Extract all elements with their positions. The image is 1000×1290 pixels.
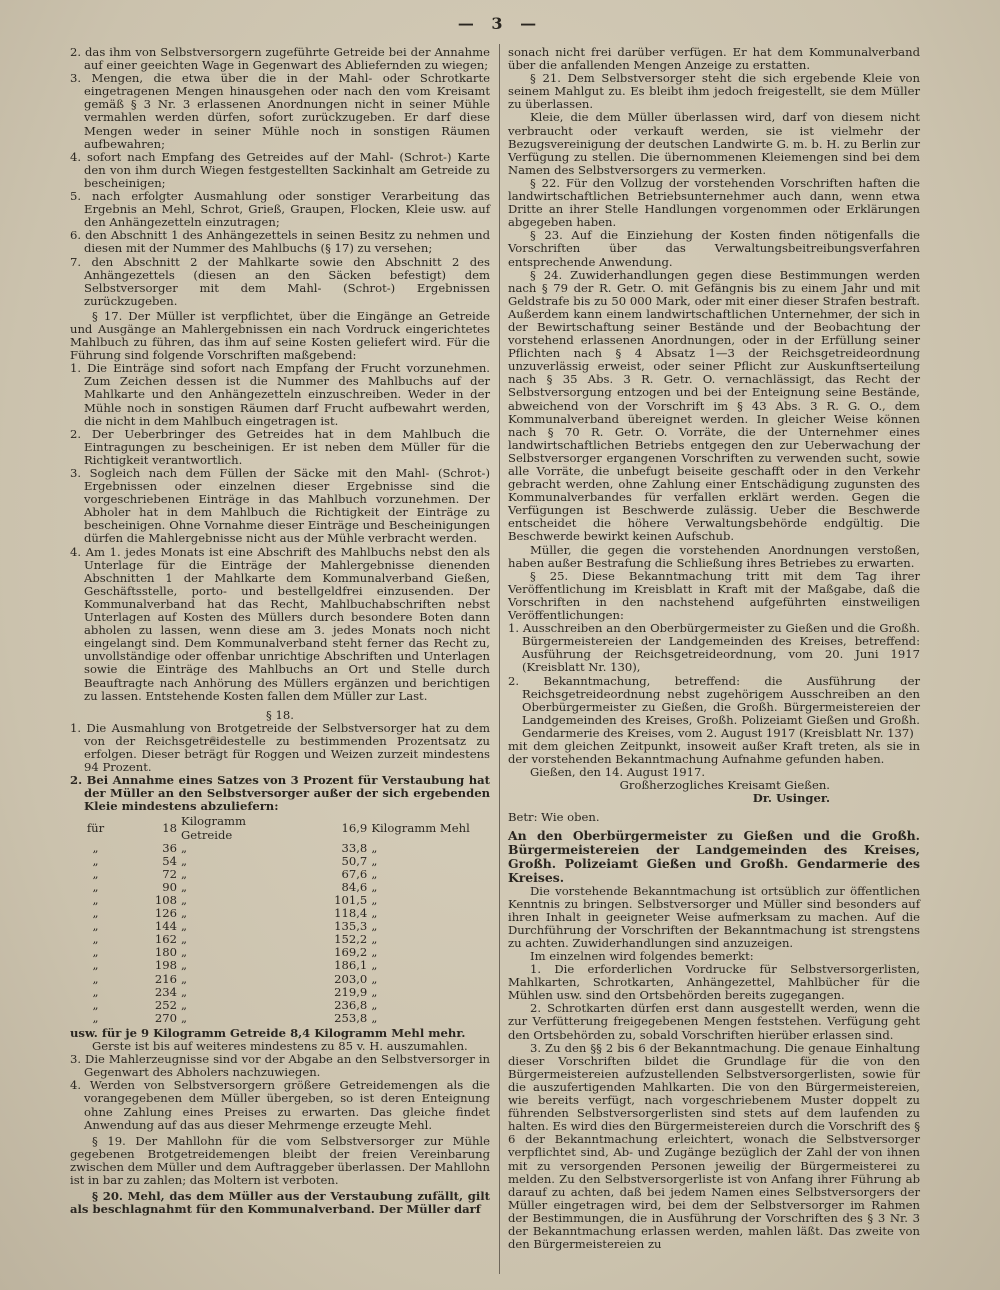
flour-kg: 101,5: [334, 893, 368, 907]
after-table-note: usw. für je 9 Kilogramm Getreide 8,4 Kilogramm Mehl mehr.: [70, 1025, 466, 1040]
table-row: [70, 894, 490, 907]
flour-kg: 253,8: [334, 1010, 368, 1025]
grain-kg: 270: [154, 1010, 178, 1025]
flour-kg: 84,6: [341, 879, 368, 894]
unit-grain: Kilogramm Getreide: [181, 814, 246, 842]
grain-kg: 144: [154, 919, 178, 934]
instruction-paragraph: 3. Zu den §§ 2 bis 6 der Bekanntmachung. Die genaue Einhaltung dieser Vorschriften bildet die Grundlage für die von den Bürgermeistereien aufzustellenden Selbstversorgerlisten, sowie für die auszufertigenden Mahlkarten. Die von den Bürgermeistereien, wie bereits verfügt, nach vorgeschriebenem Muster doppelt zu führenden Selbstversorgerlisten sind stets auf dem laufenden zu halten. Es wird dies den Bürgermeistereien durch die Vorschrift des § 6 der Bekanntmachung erleichtert, wonach die Selbstversorger verpflichtet sind, Ab- und Zugänge bezüglich der Zahl der von ihnen mit zu versorgenden Personen jeweilig der Bürgermeisterei zu melden. Zu den Selbstversorgerliste ist von Anfang ihrer Führung ab darauf zu achten, daß bei jedem Namen eines Selbstversorgers der Müller eingetragen wird, bei dem der Selbstversorger im Rahmen der Bestimmungen, die in Ausführung der Vorschriften des § 3 Nr. 3 der Bekanntmachung erlassen werden, mahlen läßt. Das zweite von den Bürgermeistereien zu: [508, 1040, 920, 1252]
unit-flour: „: [371, 984, 378, 999]
flour-kg: 67,6: [341, 866, 368, 881]
section-24: § 24. Zuwiderhandlungen gegen diese Bestimmungen werden nach § 79 der R. Getr. O. mit Gefängnis bis zu einem Jahr und mit Geldstrafe bis zu 50 000 Mark, oder mit einer dieser Strafen bestraft. Außerdem kann einem landwirtschaftlichen Unternehmer, der sich in der Bewirtschaftung seiner Bestände und der Beobachtung der vorstehend erlassenen Anordnungen, oder in der Erfüllung seiner Pflichten nach § 4 Absatz 1—3 der Reichsgetreideordnung unzuverlässig erweist, oder seiner Pflicht zur Auskunftserteilung nach § 35 Abs. 3 R. Getr. O. vernachlässigt, das Recht der Selbstversorgung entzogen und bei der Enteignung seine Bestände, abweichend von der Vorschrift im § 43 Abs. 3 R. G. O., dem Kommunalverband übereignet werden. In gleicher Weise können nach § 70 R. Getr. O. Vorräte, die der Unternehmer eines landwirtschaftlichen Betriebs entgegen den zur Ueberwachung der Selbstversorger ergangenen Vorschriften zu verwenden sucht, sowie alle Vorräte, die unbefugt beiseite geschafft oder in den Verkehr gebracht werden, ohne Zahlung einer Entschädigung zugunsten des Kommunalverbandes für verfallen erklärt werden. Gegen die Verfügungen ist Beschwerde zulässig. Ueber die Beschwerde entscheidet die höhere Verwaltungsbehörde endgültig. Die Beschwerde bewirkt keinen Aufschub.: [508, 267, 920, 544]
table-row: [70, 907, 490, 920]
flour-kg: 16,9: [341, 820, 368, 835]
unit-flour: „: [371, 879, 378, 894]
unit-grain: „: [181, 997, 188, 1012]
table-row: [70, 986, 490, 999]
list-item: 4. Am 1. jedes Monats ist eine Abschrift des Mahlbuchs nebst den als Unterlage für die Einträge der Mahlergebnisse dienenden Abschnitten 1 der Mahlkarte dem Kommunalverband Gießen, Geschäftsstelle, porto- und bestellgeldfrei einzusenden. Der Kommunalverband hat das Recht, Mahlbuchabschriften nebst Unterlagen auf Kosten des Müllers durch besondere Boten dann abholen zu lassen, wenn diese am 3. jedes Monats noch nicht eingelangt sind. Dem Kommunalverband steht ferner das Recht zu, unvollständige oder offenbar unrichtige Abschriften und Unterlagen sowie die Einträge des Mahlbuchs an Ort und Stelle durch Beauftragte nach Anhörung des Müllers ergänzen und berichtigen zu lassen. Entstehende Kosten fallen dem Müller zur Last.: [70, 544, 490, 703]
flour-kg: 152,2: [334, 932, 368, 947]
unit-flour: „: [371, 893, 378, 907]
grain-kg: 180: [154, 945, 178, 960]
list-item: 3. Die Mahlerzeugnisse sind vor der Abgabe an den Selbstversorger in Gegenwart des Abholers nachzuwiegen.: [70, 1052, 490, 1080]
section-24-b: Müller, die gegen die vorstehenden Anordnungen verstoßen, haben außer Bestrafung die Schließung ihres Betriebes zu erwarten.: [508, 542, 920, 570]
table-row: [70, 815, 490, 841]
flour-kg: 203,0: [334, 971, 368, 986]
flour-kg: 169,2: [334, 945, 368, 960]
list-item: 2. das ihm von Selbstversorgern zugeführte Getreide bei der Annahme auf einer geeichten Wage in Gegenwart des Abliefernden zu wiegen;: [70, 45, 490, 73]
unit-flour: „: [371, 840, 378, 855]
unit-flour: „: [371, 1010, 378, 1025]
table-row: [70, 855, 490, 868]
unit-grain: „: [181, 906, 188, 921]
table-prefix: „: [92, 997, 99, 1012]
list-item: 4. Werden von Selbstversorgern größere Getreidemengen als die vorangegebenen dem Müller übergeben, so ist deren Enteignung ohne Zahlung eines Preises zu erwarten. Das gleiche findet Anwendung auf das aus dieser Mehrmenge erzeugte Mehl.: [70, 1078, 490, 1132]
table-row: [70, 959, 490, 972]
flour-kg: 236,8: [334, 997, 368, 1012]
table-row: [70, 868, 490, 881]
list-item: 5. nach erfolgter Ausmahlung oder sonstiger Verarbeitung das Ergebnis an Mehl, Schrot, Grieß, Graupen, Flocken, Kleie usw. auf den Anhängezetteln einzutragen;: [70, 189, 490, 230]
gerste-note: Gerste ist bis auf weiteres mindestens zu 85 v. H. auszumahlen.: [92, 1039, 468, 1054]
list-item: 1. Die Ausmahlung von Brotgetreide der Selbstversorger hat zu dem von der Reichsgetreidestelle zu bestimmenden Prozentsatz zu erfolgen. Dieser beträgt für Roggen und Weizen zurzeit mindestens 94 Prozent.: [70, 720, 490, 775]
page-number: — 3 —: [457, 14, 543, 33]
grain-kg: 198: [154, 958, 178, 973]
unit-grain: „: [181, 893, 188, 907]
list-item: 1. Ausschreiben an den Oberbürgermeister zu Gießen und die Großh. Bürgermeistereien der Landgemeinden des Kreises, betreffend: Ausführung der Reichsgetreideordnung, vom 20. Juni 1917 (Kreisblatt Nr. 130),: [508, 621, 920, 675]
unit-grain: „: [181, 984, 188, 999]
table-prefix: „: [92, 958, 99, 973]
table-row: [70, 999, 490, 1012]
unit-grain: „: [181, 840, 188, 855]
table-row: [70, 842, 490, 855]
list-item: 6. den Abschnitt 1 des Anhängezettels in seinen Besitz zu nehmen und diesen mit der Nummer des Mahlbuchs (§ 17) zu versehen;: [70, 228, 490, 256]
grain-kg: 36: [162, 840, 178, 855]
section-23: § 23. Auf die Einziehung der Kosten finden nötigenfalls die Vorschriften über das Verwaltungsbeitreibungsverfahren entsprechende Anwendung.: [508, 228, 920, 269]
table-prefix: „: [92, 893, 99, 907]
unit-grain: „: [181, 958, 188, 973]
table-row: [70, 973, 490, 986]
grain-kg: 54: [162, 853, 178, 868]
list-item: 3. Sogleich nach dem Füllen der Säcke mit den Mahl- (Schrot-) Ergebnissen oder einzelnen dieser Ergebnisse sind die vorgeschriebenen Einträge in das Mahlbuch vorzunehmen. Der Abholer hat in dem Mahlbuch die Richtigkeit der Einträge zu bescheinigen. Ohne Vornahme dieser Einträge und Bescheinigungen dürfen die Mahlergebnisse nicht aus der Mühle verbracht werden.: [70, 466, 490, 546]
table-prefix: „: [92, 945, 99, 960]
unit-grain: „: [181, 866, 188, 881]
table-prefix: „: [92, 866, 99, 881]
table-row: [70, 946, 490, 959]
column-divider: [499, 44, 500, 1274]
instruction-paragraph: Im einzelnen wird folgendes bemerkt:: [530, 949, 754, 963]
instruction-paragraph: 2. Schrotkarten dürfen erst dann ausgestellt werden, wenn die zur Verfütterung freigegebenen Mengen feststehen. Verfügung geht den Ortsbehörden zu, sobald Vorschriften hierüber erlassen sind.: [508, 1001, 920, 1042]
dateline: Gießen, den 14. August 1917.: [530, 765, 706, 780]
flour-kg: 219,9: [334, 984, 368, 999]
table-prefix: „: [92, 879, 99, 894]
list-item: 3. Mengen, die etwa über die in der Mahl- oder Schrotkarte eingetragenen Mengen hinausgehen oder nach den vom Kreisamt gemäß § 3 Nr. 3 erlassenen Anordnungen nicht in seiner Mühle vermahlen werden dürfen, sofort zurückzugeben. Er darf diese Mengen weder in seiner Mühle noch in sonstigen Räumen aufbewahren;: [70, 71, 490, 151]
table-row: [70, 1012, 490, 1025]
table-prefix: „: [92, 1010, 99, 1025]
section-17: § 17. Der Müller ist verpflichtet, über die Eingänge an Getreide und Ausgänge an Mahlergebnissen ein nach Vordruck eingerichtetes Mahlbuch zu führen, das ihm auf seine Kosten geliefert wird. Für die Führung sind folgende Vorschriften maßgebend:: [70, 308, 490, 363]
unit-flour: „: [371, 919, 378, 934]
continuation: sonach nicht frei darüber verfügen. Er hat dem Kommunalverband über die anfallenden Mengen Anzeige zu erstatten.: [508, 45, 920, 73]
flour-kg: 50,7: [341, 853, 368, 868]
unit-flour: „: [371, 866, 378, 881]
unit-grain: „: [181, 932, 188, 947]
signer: Dr. Usinger.: [752, 791, 830, 806]
section-25-b: mit dem gleichen Zeitpunkt, insoweit außer Kraft treten, als sie in der vorstehenden Bekanntmachung Aufnahme gefunden haben.: [508, 738, 920, 767]
right-column: [508, 46, 920, 1251]
unit-flour: „: [371, 958, 378, 973]
unit-flour: Kilogramm Mehl: [371, 820, 470, 835]
table-prefix: „: [92, 906, 99, 921]
grain-kg: 72: [162, 866, 178, 881]
section-18-title: § 18.: [266, 707, 294, 722]
unit-grain: „: [181, 919, 188, 934]
table-row: [70, 933, 490, 946]
table-prefix: „: [92, 853, 99, 868]
section-21-b: Kleie, die dem Müller überlassen wird, darf von diesem nicht verbraucht oder verkauft werden, sie ist vielmehr der Bezugsvereinigung der deutschen Landwirte G. m. b. H. zu Berlin zur Verfügung zu stellen. Die übernommenen Kleiemengen sind bei dem Namen des Selbstversorgers zu vermerken.: [508, 110, 920, 177]
grain-kg: 126: [154, 906, 178, 921]
flour-kg: 33,8: [341, 840, 368, 855]
list-item: 2. Bei Annahme eines Satzes von 3 Prozent für Verstaubung hat der Müller an den Selbstversorger außer der sich ergebenden Kleie mindestens abzuliefern:: [70, 773, 490, 814]
table-prefix: „: [92, 840, 99, 855]
table-prefix: „: [92, 932, 99, 947]
section-25: § 25. Diese Bekanntmachung tritt mit dem Tag ihrer Veröffentlichung im Kreisblatt in Kraft mit der Maßgabe, daß die Vorschriften in den nachstehend aufgeführten einstweiligen Veröffentlichungen:: [508, 568, 920, 623]
authority: Großherzogliches Kreisamt Gießen.: [619, 778, 830, 793]
address-heading: An den Oberbürgermeister zu Gießen und die Großh. Bürgermeistereien der Landgemeinden des Kreises, Großh. Polizeiamt Gießen und Großh. Gendarmerie des Kreises.: [508, 827, 920, 885]
unit-flour: „: [371, 906, 378, 921]
conversion-table: [70, 815, 490, 1025]
unit-flour: „: [371, 945, 378, 960]
section-21: § 21. Dem Selbstversorger steht die sich ergebende Kleie von seinem Mahlgut zu. Es bleibt ihm jedoch freigestellt, sie dem Müller zu überlassen.: [508, 71, 920, 112]
table-prefix: „: [92, 919, 99, 934]
list-item: 2. Bekanntmachung, betreffend: die Ausführung der Reichsgetreideordnung nebst zugehörigem Ausschreiben an den Oberbürgermeister zu Gießen, die Großh. Bürgermeistereien der Landgemeinden des Kreises, Großh. Polizeiamt Gießen und Großh. Gendarmerie des Kreises, vom 2. August 1917 (Kreisblatt Nr. 137): [508, 673, 920, 740]
list-item: 4. sofort nach Empfang des Getreides auf der Mahl- (Schrot-) Karte den von ihm durch Wiegen festgestellten Sackinhalt am Getreide zu bescheinigen;: [70, 149, 490, 190]
unit-flour: „: [371, 971, 378, 986]
unit-flour: „: [371, 997, 378, 1012]
unit-grain: „: [181, 945, 188, 960]
betr-line: Betr: Wie oben.: [508, 810, 600, 825]
grain-kg: 234: [154, 984, 178, 999]
unit-grain: „: [181, 879, 188, 894]
flour-kg: 118,4: [334, 906, 368, 921]
unit-grain: „: [181, 853, 188, 868]
unit-flour: „: [371, 853, 378, 868]
section-22: § 22. Für den Vollzug der vorstehenden Vorschriften haften die landwirtschaftlichen Betriebsunternehmer auch dann, wenn etwa Dritte an ihrer Stelle Handlungen vorgenommen oder Erklärungen abgegeben haben.: [508, 175, 920, 230]
unit-grain: „: [181, 971, 188, 986]
grain-kg: 252: [154, 997, 178, 1012]
table-row: [70, 881, 490, 894]
flour-kg: 186,1: [334, 958, 368, 973]
grain-kg: 108: [154, 893, 178, 907]
table-prefix: „: [92, 984, 99, 999]
unit-flour: „: [371, 932, 378, 947]
unit-grain: „: [181, 1010, 188, 1025]
grain-kg: 162: [154, 932, 178, 947]
list-item: 7. den Abschnitt 2 der Mahlkarte sowie den Abschnitt 2 des Anhängezettels (diesen an den Säcken befestigt) dem Selbstversorger mit dem Mahl- (Schrot-) Ergebnissen zurückzugeben.: [70, 254, 490, 308]
instruction-paragraph: Die vorstehende Bekanntmachung ist ortsüblich zur öffentlichen Kenntnis zu bringen. Selbstversorger und Müller sind besonders auf ihren Inhalt in geeigneter Weise aufmerksam zu machen. Auf die Durchführung der Vorschriften der Bekanntmachung ist strengstens zu achten. Zuwiderhandlungen sind anzuzeigen.: [508, 883, 920, 950]
left-column: [70, 46, 490, 1216]
table-prefix: für: [86, 820, 105, 835]
section-19: § 19. Der Mahllohn für die vom Selbstversorger zur Mühle gegebenen Brotgetreidemengen bleibt der freien Vereinbarung zwischen dem Müller und dem Auftraggeber überlassen. Der Mahllohn ist in bar zu zahlen; das Moltern ist verboten.: [70, 1133, 490, 1187]
section-20: § 20. Mehl, das dem Müller aus der Verstaubung zufällt, gilt als beschlagnahmt für den Kommunalverband. Der Müller darf: [70, 1189, 490, 1217]
grain-kg: 216: [154, 971, 178, 986]
list-item: 1. Die Einträge sind sofort nach Empfang der Frucht vorzunehmen. Zum Zeichen dessen ist die Nummer des Mahlbuchs auf der Mahlkarte und den Anhängezetteln einzuschreiben. Weder in der Mühle noch in sonstigen Räumen darf Frucht aufbewahrt werden, die nicht in dem Mahlbuch eingetragen ist.: [70, 361, 490, 428]
instruction-paragraph: 1. Die erforderlichen Vordrucke für Selbstversorgerlisten, Mahlkarten, Schrotkarten, Anhängezettel, Mahlbücher für die Mühlen usw. sind den Ortsbehörden bereits zugegangen.: [508, 962, 920, 1003]
flour-kg: 135,3: [334, 919, 368, 934]
table-row: [70, 920, 490, 933]
table-prefix: „: [92, 971, 99, 986]
grain-kg: 18: [162, 820, 178, 835]
grain-kg: 90: [162, 879, 178, 894]
list-item: 2. Der Ueberbringer des Getreides hat in dem Mahlbuch die Eintragungen zu bescheinigen. Er ist neben dem Müller für die Richtigkeit verantwortlich.: [70, 426, 490, 467]
